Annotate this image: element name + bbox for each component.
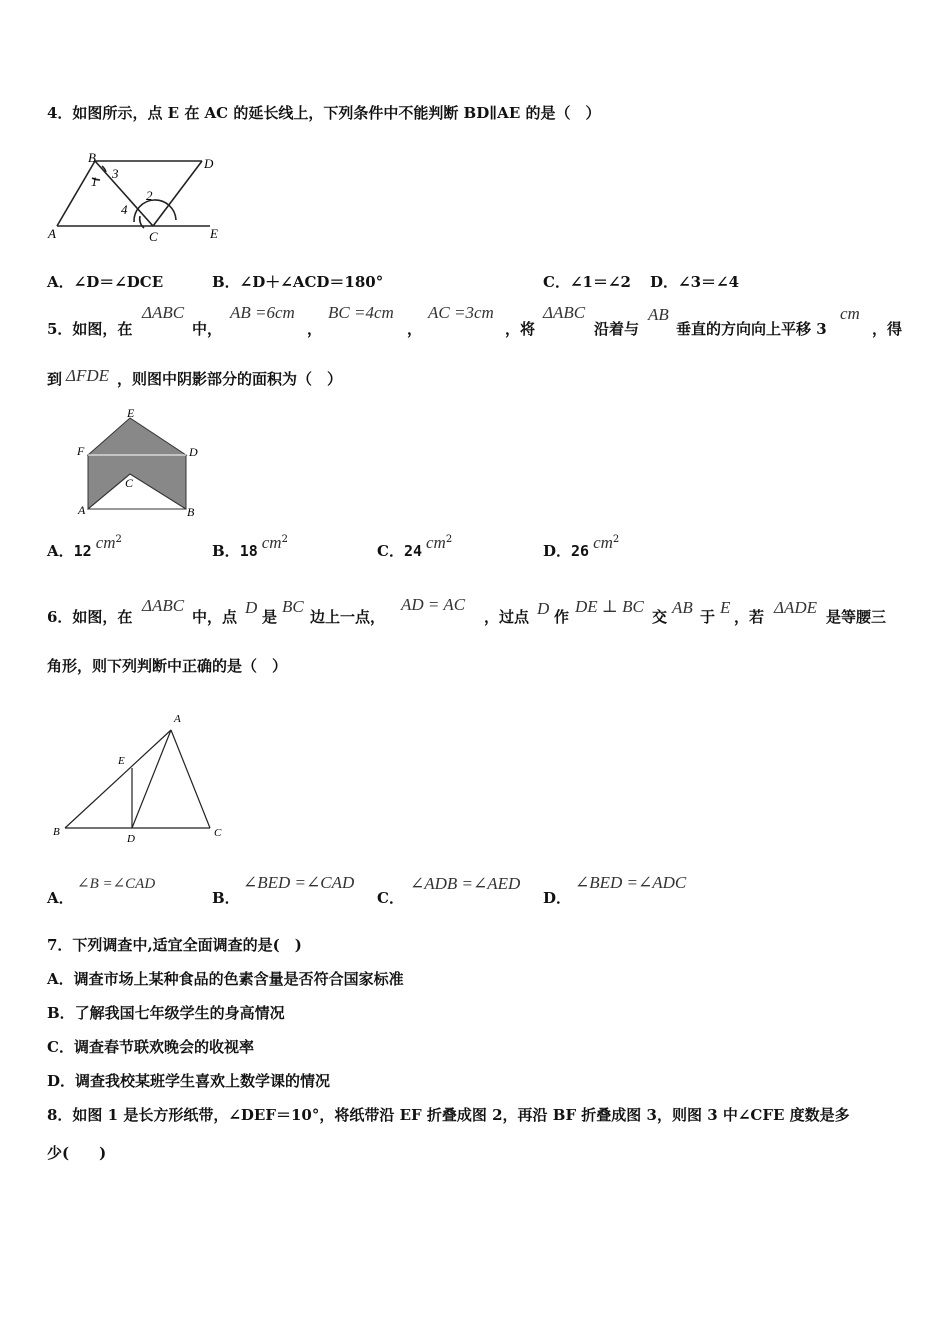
q5-text: ，将 <box>505 320 536 338</box>
q6-text: 交 <box>652 608 668 626</box>
q4-option-c: C．∠1＝∠2 <box>543 273 631 291</box>
q6-math-abc: ΔABC <box>142 596 185 615</box>
q6-figure <box>48 706 233 846</box>
q5-option-a <box>47 533 122 561</box>
q6-math-ab: AB <box>672 598 693 617</box>
q6-option-d-letter: D． <box>543 889 572 907</box>
q7-stem: 7．下列调查中,适宜全面调查的是( ) <box>47 936 302 954</box>
q6-option-c-expr: ∠ADB =∠AED <box>410 874 521 893</box>
q6-fig-label: D <box>127 833 135 845</box>
q6-fig-label: B <box>53 826 60 838</box>
option-value: 18 <box>239 542 258 560</box>
q6-math-d2: D <box>537 599 550 618</box>
q4-fig-label: 1 <box>91 174 98 189</box>
q6-text: 作 <box>554 608 570 626</box>
q8-stem-line2: 少( ) <box>47 1144 107 1162</box>
q4-option-d: D．∠3＝∠4 <box>650 273 740 291</box>
q5-text: 沿着与 <box>594 320 640 338</box>
option-exponent: 2 <box>445 534 453 545</box>
q6-fig-label: A <box>174 713 181 725</box>
q6-math-d: D <box>245 598 258 617</box>
q6-math-debc: DE ⊥ BC <box>575 597 644 616</box>
q4-fig-label: 3 <box>112 166 119 181</box>
q4-option-b: B．∠D＋∠ACD＝180° <box>212 273 384 291</box>
option-letter: C． <box>377 542 404 560</box>
q5-figure <box>74 408 206 520</box>
q6-option-c-letter: C． <box>377 889 404 907</box>
q4-fig-label: 4 <box>121 202 128 217</box>
q5-math-ab2: AB <box>648 305 669 324</box>
q6-option-d-expr: ∠BED =∠ADC <box>575 873 687 892</box>
q4-fig-label: C <box>149 229 158 244</box>
q6-text: 是等腰三 <box>826 608 887 626</box>
option-exponent: 2 <box>612 534 620 545</box>
q6-num: 6．如图，在 <box>47 608 133 626</box>
option-value: 26 <box>571 542 590 560</box>
q5-fig-label: C <box>125 476 134 490</box>
q6-option-a-expr: ∠B =∠CAD <box>77 876 156 892</box>
q5-fig-label: D <box>189 445 198 459</box>
q5-math-cm: cm <box>840 304 860 323</box>
q4-stem: 4．如图所示，点 E 在 AC 的延长线上，下列条件中不能判断 BD∥AE 的是（ ） <box>47 104 601 122</box>
q5-math-ac: AC =3cm <box>428 303 494 322</box>
q5-math-ab: AB =6cm <box>230 303 295 322</box>
option-value: 24 <box>403 542 423 560</box>
q5-text: ， <box>307 320 323 338</box>
option-unit: cm <box>95 533 116 552</box>
option-letter: D． <box>543 542 572 560</box>
q6-math-e: E <box>720 598 731 617</box>
option-value: 12 <box>73 542 92 560</box>
q8-stem-line1: 8．如图 1 是长方形纸带，∠DEF＝10°，将纸带沿 EF 折叠成图 2，再沿 BF 折叠成图 3，则图 3 中∠CFE 度数是多 <box>47 1106 850 1124</box>
q6-option-b-letter: B． <box>212 889 240 907</box>
q4-fig-label: 2 <box>146 188 153 203</box>
q4-fig-label: D <box>204 156 214 171</box>
q5-text: ，则图中阴影部分的面积为（ ） <box>117 370 343 388</box>
q5-option-c <box>377 533 453 561</box>
q4-option-a: A．∠D＝∠DCE <box>47 273 164 291</box>
q7-option-d: D．调查我校某班学生喜欢上数学课的情况 <box>47 1072 331 1090</box>
q5-text: ， <box>407 320 423 338</box>
q5-fig-label: A <box>78 503 86 517</box>
q5-text: 到 <box>47 370 63 388</box>
option-unit: cm <box>261 533 282 552</box>
q5-fig-label: E <box>127 408 135 420</box>
q5-text: 中， <box>192 320 223 338</box>
option-letter: A． <box>47 542 74 560</box>
q6-text: 中，点 <box>192 608 238 626</box>
option-letter: B． <box>212 542 240 560</box>
q5-math-abc: ΔABC <box>142 303 185 322</box>
q5-num: 5．如图，在 <box>47 320 133 338</box>
option-exponent: 2 <box>281 534 288 545</box>
q5-option-d <box>543 533 620 561</box>
q5-fig-label: F <box>77 444 85 458</box>
q5-fig-label: B <box>187 505 195 519</box>
option-exponent: 2 <box>115 534 122 545</box>
q5-text: 垂直的方向向上平移 3 <box>676 320 827 338</box>
option-unit: cm <box>593 533 613 552</box>
q4-fig-label: E <box>210 226 218 241</box>
q6-math-ade: ΔADE <box>774 598 818 617</box>
q7-option-b: B．了解我国七年级学生的身高情况 <box>47 1004 285 1022</box>
q7-option-c: C．调查春节联欢晚会的收视率 <box>47 1038 254 1056</box>
q6-text: 边上一点， <box>310 608 386 626</box>
q6-option-a-letter: A． <box>47 889 74 907</box>
q6-math-adac: AD = AC <box>401 595 466 614</box>
q4-fig-label: B <box>88 150 96 165</box>
q6-text: 于 <box>700 608 716 626</box>
q6-math-bc: BC <box>282 597 304 616</box>
q6-text: ，若 <box>734 608 765 626</box>
q5-text: ，得 <box>872 320 903 338</box>
q6-stem-line2: 角形，则下列判断中正确的是（ ） <box>47 657 288 675</box>
q5-math-bc: BC =4cm <box>328 303 394 322</box>
q4-figure <box>40 148 230 246</box>
q6-fig-label: E <box>118 755 125 767</box>
q6-text: 是 <box>262 608 278 626</box>
q5-option-b <box>212 533 288 561</box>
q6-text: ，过点 <box>484 608 530 626</box>
option-unit: cm <box>426 533 446 552</box>
q4-fig-label: A <box>48 226 56 241</box>
q5-math-fde: ΔFDE <box>66 366 110 385</box>
q6-fig-label: C <box>214 827 222 839</box>
q7-option-a: A．调查市场上某种食品的色素含量是否符合国家标准 <box>47 970 404 988</box>
q6-option-b-expr: ∠BED =∠CAD <box>243 873 355 892</box>
q5-math-abc2: ΔABC <box>543 303 586 322</box>
